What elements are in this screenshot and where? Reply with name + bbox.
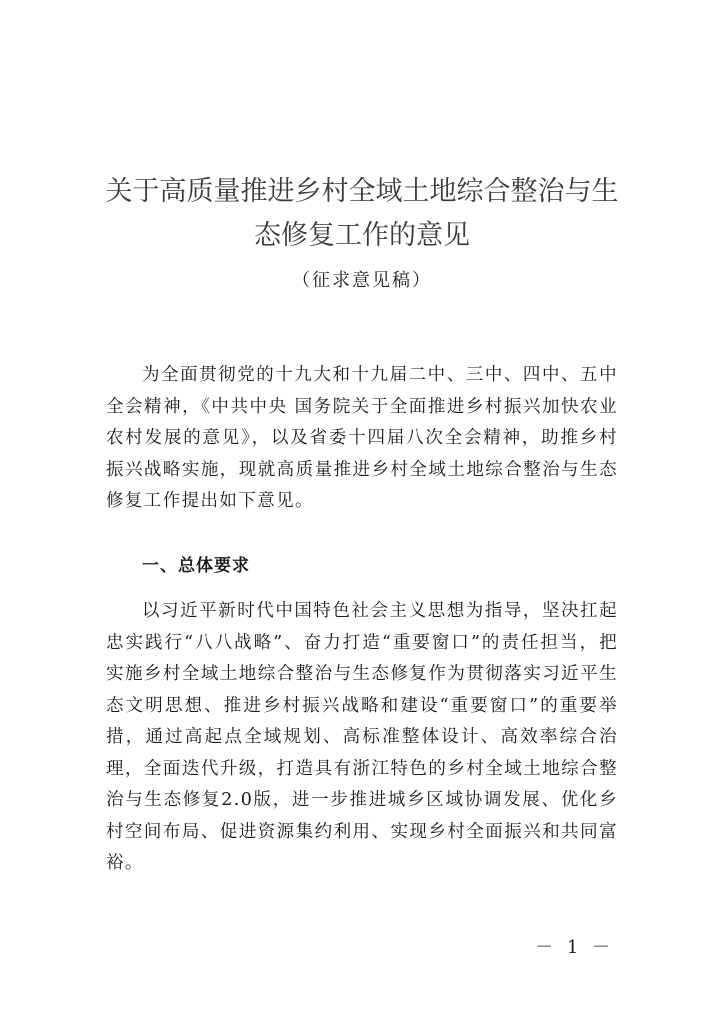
section-heading-general-requirements: 一、总体要求 [142,556,250,576]
page-number: － 1 － [535,937,614,958]
section-paragraph-general-requirements: 以习近平新时代中国特色社会主义思想为指导，坚决扛起忠实践行“八八战略”、奋力打造“重要窗口”的责任担当，把实施乡村全域土地综合整治与生态修复作为贯彻落实习近平生态文明思想、推进乡村振兴战略和建设“重要窗口”的重要举措，通过高起点全域规划、高标准整体设计、高效率综合治理，全面迭代升级，打造具有浙江特色的乡村全域土地综合整治与生态修复2.0版，进一步推进城乡区域协调发展、优化乡村空间布局、促进资源集约利用、实现乡村全面振兴和共同富裕。 [106,601,618,873]
document-subtitle: （征求意见稿） [292,270,432,291]
document-title: 关于高质量推进乡村全域土地综合整治与生态修复工作的意见 [105,176,619,251]
intro-paragraph: 为全面贯彻党的十九大和十九届二中、三中、四中、五中全会精神，《中共中央 国务院关于全面推进乡村振兴加快农业农村发展的意见》，以及省委十四届八次全会精神，助推乡村振兴战略实施，现就高质量推进乡村全域土地综合整治与生态修复工作提出如下意见。 [106,365,618,511]
